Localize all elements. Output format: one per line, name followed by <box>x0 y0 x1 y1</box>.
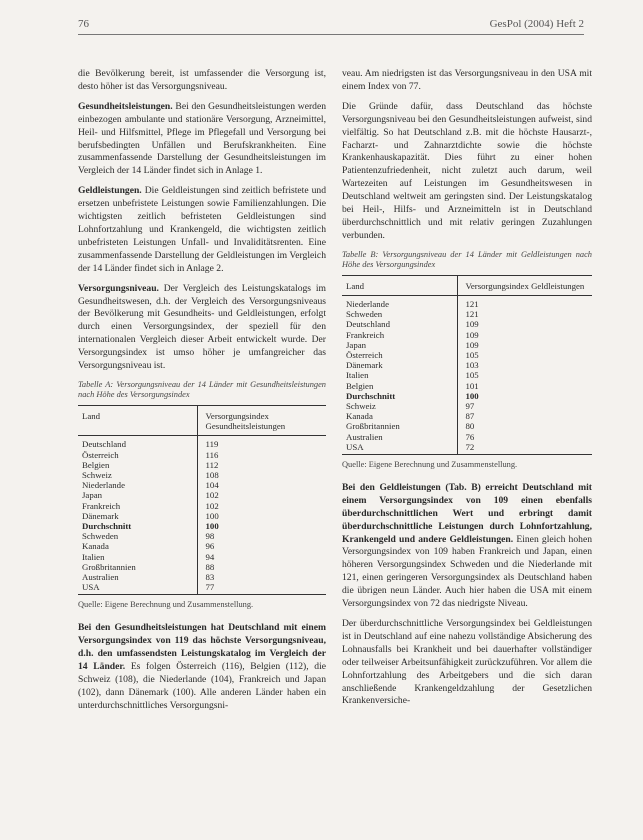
cell-index: 72 <box>457 442 592 455</box>
cell-index: 102 <box>197 490 326 500</box>
cell-land: Niederlande <box>82 480 125 491</box>
cell-index: 94 <box>197 552 326 562</box>
paragraph-text: Die Geldleistungen sind zeitlich befristete und ersetzen unbefristete Leistungen sowie Familienzahlungen. Die wichtigsten zeitlich befristeten Geldleistungen sind Lohnfortzahlung und Krankengeld, die wichtigsten zeitlich unbefristeten Leistungen Unfall- und Invaliditätsrenten. Eine zusammenfassende Darstellung der Geldleistungen im Vergleich der 14 Länder findet sich in Anlage 2. <box>78 185 326 274</box>
table-row <box>78 480 326 490</box>
table-row <box>78 436 326 450</box>
cell-land: Österreich <box>82 449 119 460</box>
cell-index: 100 <box>457 391 592 401</box>
cell-index: 103 <box>457 360 592 370</box>
table-row <box>342 432 592 442</box>
cell-land: Australien <box>346 431 383 442</box>
paragraph <box>78 101 326 178</box>
cell-index: 101 <box>457 381 592 391</box>
table-row <box>342 442 592 455</box>
table-row <box>342 391 592 401</box>
cell-index: 121 <box>457 309 592 319</box>
paragraph-text: Bei den Gesundheitsleistungen werden einbezogen ambulante und stationäre Versorgung, Arzneimittel, Heil- und Hilfsmittel, Pflege im Pflegefall und Versorgung bei berufsbedingten Unfällen und Berufskrankheiten. Eine zusammenfassende Darstellung der Gesundheitsleistungen im Vergleich der 14 Länder findet sich in Anlage 1. <box>78 100 327 177</box>
table-row <box>342 360 592 370</box>
table-row <box>78 511 326 521</box>
cell-index: 98 <box>197 531 326 541</box>
table-row <box>78 521 326 531</box>
cell-index: 76 <box>457 432 592 442</box>
paragraph-heading: Gesundheitsleistungen. <box>78 100 173 112</box>
cell-land: Durchschnitt <box>346 390 396 401</box>
cell-index: 116 <box>197 450 326 460</box>
table-row <box>342 421 592 431</box>
cell-index: 112 <box>197 460 326 470</box>
paragraph-heading: Geldleistungen. <box>78 185 142 197</box>
table-row <box>342 309 592 319</box>
cell-land: Kanada <box>82 541 109 552</box>
cell-land: Schweiz <box>346 401 376 412</box>
cell-index: 97 <box>457 401 592 411</box>
table-row <box>78 562 326 572</box>
table-b-caption: Tabelle B: Versorgungsniveau der 14 Länder mit Geldleistungen nach Höhe des Versorgungsindex <box>342 249 592 270</box>
paragraph <box>78 622 326 712</box>
journal-reference: GesPol (2004) Heft 2 <box>489 18 584 30</box>
cell-land: Großbritannien <box>82 561 136 572</box>
table-b <box>342 275 592 455</box>
table-row <box>342 401 592 411</box>
cell-index: 96 <box>197 541 326 551</box>
paragraph-bold-text: Bei den Geldleistungen (Tab. B) erreicht Deutschland mit einem Versorgungsindex von 109 einen ebenfalls überdurchschnittlichen Wert und erbringt damit überdurchschnittliche Leistungen durch Lohnfortzahlung, Krankengeld und andere Geldleistungen. <box>342 481 592 545</box>
column-header-index: Versorgungsindex Gesundheitsleistungen <box>197 405 326 435</box>
cell-land: Japan <box>346 339 367 350</box>
right-column <box>342 68 592 715</box>
cell-land: Schweden <box>82 531 119 542</box>
paragraph: Die Gründe dafür, dass Deutschland das höchste Versorgungsniveau bei den Gesundheitsleistungen aufweist, sind vielfältig. So hat Deutschland z.B. mit die höchste Hausarzt-, Facharzt- und Zahnarztdichte sowie die höchste Krankenhauskapazität. Dies führt zu einer hohen Patientenzufriedenheit, nicht zuletzt auch darum, weil Wartezeiten auf Leistungen im Gesundheitswesen in Deutschland weltweit am geringsten sind. Der Leistungskatalog bei Heil-, Hilfs- und Arzneimitteln ist in Deutschland überdurchschnittlich und mit relativ geringen Zuzahlungen verbunden. <box>342 100 592 241</box>
cell-index: 88 <box>197 562 326 572</box>
cell-land: USA <box>82 582 100 593</box>
cell-land: Frankreich <box>346 329 385 340</box>
page-number: 76 <box>78 18 89 30</box>
table-row <box>78 470 326 480</box>
table-row <box>78 572 326 582</box>
cell-land: Australien <box>82 571 119 582</box>
left-column <box>78 68 326 720</box>
column-header-land: Land <box>78 405 197 435</box>
paragraph-text: Einen gleich hohen Versorgungsindex von 109 haben Frankreich und Japan, einen höheren Versorgungsindex Schweden und die Niederlande mit 121, einen geringeren Versorgungsindex als Deutschland haben die übrigen neun Länder. Auch hier haben die USA mit einem Versorgungsindex von 72 das niedrigste Niveau. <box>342 533 592 610</box>
paragraph-heading: Versorgungsniveau. <box>78 282 159 294</box>
cell-land: USA <box>346 441 364 452</box>
table-row <box>342 370 592 380</box>
paragraph-text: Der Vergleich des Leistungskatalogs im Gesundheitswesen, d.h. der Vergleich des Versorgungsniveaus der Bevölkerung mit Gesundheits- und Geldleistungen, erfolgt durch einen Versorgungsindex, der speziell für den internationalen Vergleich dieser Arbeit entwickelt wurde. Der Versorgungsindex ist umso höher je umfangreicher das Versorgungsniveau ist. <box>78 282 326 372</box>
cell-index: 87 <box>457 411 592 421</box>
cell-land: Schweiz <box>82 469 112 480</box>
cell-land: Frankreich <box>82 500 121 511</box>
cell-index: 104 <box>197 480 326 490</box>
cell-index: 109 <box>457 319 592 329</box>
table-row <box>78 450 326 460</box>
cell-index: 77 <box>197 582 326 595</box>
table-row <box>342 411 592 421</box>
cell-index: 108 <box>197 470 326 480</box>
cell-land: Deutschland <box>346 319 390 330</box>
cell-land: Italien <box>82 551 105 562</box>
table-row <box>78 460 326 470</box>
cell-land: Dänemark <box>346 360 383 371</box>
column-header-index: Versorgungsindex Geldleistungen <box>457 275 592 295</box>
table-a-caption: Tabelle A: Versorgungsniveau der 14 Länder mit Gesundheitsleistungen nach Höhe des Versorgungsindex <box>78 379 326 400</box>
table-header-row <box>78 405 326 435</box>
paragraph: veau. Am niedrigsten ist das Versorgungsniveau in den USA mit einem Index von 77. <box>342 68 592 92</box>
cell-land: Belgien <box>346 380 374 391</box>
table-row <box>78 490 326 500</box>
table-header-row <box>342 275 592 295</box>
paragraph <box>78 185 326 275</box>
table-row <box>78 541 326 551</box>
cell-index: 100 <box>197 521 326 531</box>
table-row <box>342 340 592 350</box>
paragraph <box>342 482 592 611</box>
header-rule <box>78 34 584 35</box>
column-header-land: Land <box>342 275 457 295</box>
cell-land: Großbritannien <box>346 421 400 432</box>
cell-land: Schweden <box>346 309 383 320</box>
cell-index: 83 <box>197 572 326 582</box>
cell-land: Kanada <box>346 411 373 422</box>
cell-index: 109 <box>457 340 592 350</box>
paragraph <box>78 283 326 373</box>
paragraph: Der überdurchschnittliche Versorgungsindex bei Geldleistungen ist in Deutschland auf eine nahezu vollständige Absicherung des Lohnausfalls bei Krankheit und bei dauerhafter vollständiger oder teilweiser Arbeitsunfähigkeit zurückzuführen. Vor allem die Lohnfortzahlung des Arbeitgebers und die sich daran anschließende Krankengeldzahlung der Gesetzlichen Krankenversiche- <box>342 618 592 707</box>
table-row <box>78 501 326 511</box>
cell-land: Niederlande <box>346 298 389 309</box>
cell-index: 105 <box>457 370 592 380</box>
table-a <box>78 405 326 595</box>
cell-index: 105 <box>457 350 592 360</box>
cell-index: 119 <box>197 436 326 450</box>
cell-index: 80 <box>457 421 592 431</box>
table-row <box>342 330 592 340</box>
table-row <box>78 582 326 595</box>
cell-land: Deutschland <box>82 439 126 450</box>
cell-land: Durchschnitt <box>82 520 132 531</box>
table-row <box>342 350 592 360</box>
table-row <box>342 381 592 391</box>
cell-land: Dänemark <box>82 510 119 521</box>
paragraph-bold-text: Bei den Gesundheitsleistungen hat Deutschland mit einem Versorgungsindex von 119 das höchste Versorgungsniveau, d.h. den umfassendsten Leistungskatalog im Vergleich der 14 Länder. <box>78 622 326 673</box>
cell-land: Japan <box>82 490 103 501</box>
table-row <box>78 531 326 541</box>
cell-index: 109 <box>457 330 592 340</box>
table-row <box>78 552 326 562</box>
table-b-source: Quelle: Eigene Berechnung und Zusammenstellung. <box>342 460 518 470</box>
paragraph-text: Es folgen Österreich (116), Belgien (112), die Schweiz (108), die Niederlande (104), Frankreich und Japan (102), dann Dänemark (100). Alle anderen Länder haben ein unterdurchschnittliches Versorgungsni- <box>78 661 326 711</box>
table-row <box>342 295 592 309</box>
cell-land: Österreich <box>346 350 383 360</box>
cell-land: Italien <box>346 370 369 381</box>
table-a-source: Quelle: Eigene Berechnung und Zusammenstellung. <box>78 600 254 610</box>
paragraph: die Bevölkerung bereit, ist umfassender die Versorgung ist, desto höher ist das Versorgungsniveau. <box>78 68 326 92</box>
cell-land: Belgien <box>82 459 110 470</box>
cell-index: 121 <box>457 295 592 309</box>
cell-index: 100 <box>197 511 326 521</box>
cell-index: 102 <box>197 501 326 511</box>
table-row <box>342 319 592 329</box>
